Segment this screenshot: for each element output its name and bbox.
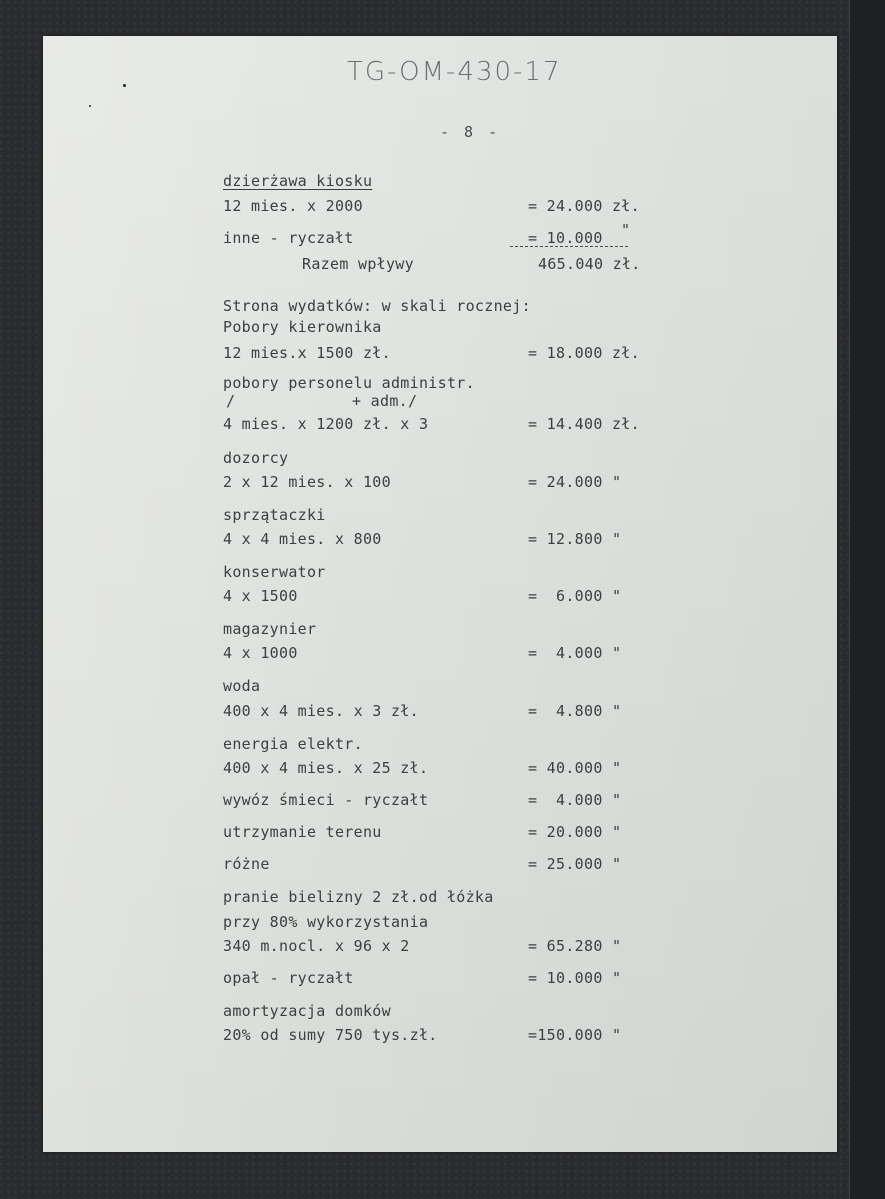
- line-heading: magazynier: [223, 620, 317, 638]
- line-value: = 4.000 ": [528, 791, 622, 809]
- line-label: 400 x 4 mies. x 3 zł.: [223, 702, 419, 720]
- section-heading: dzierżawa kiosku: [223, 172, 373, 190]
- line-note: /: [226, 392, 236, 410]
- line-label: 12 mies.x 1500 zł.: [223, 344, 391, 362]
- line-label: różne: [223, 855, 270, 873]
- line-label: 400 x 4 mies. x 25 zł.: [223, 759, 429, 777]
- line-heading: woda: [223, 677, 261, 695]
- line-heading: sprzątaczki: [223, 506, 326, 524]
- total-value: 465.040 zł.: [538, 255, 641, 273]
- line-value: = 4.800 ": [528, 702, 622, 720]
- section-heading: Strona wydatków: w skali rocznej:: [223, 297, 531, 315]
- line-label: 4 mies. x 1200 zł. x 3: [223, 415, 429, 433]
- line-label: 4 x 4 mies. x 800: [223, 530, 382, 548]
- line-value: = 10.000 ": [528, 969, 622, 987]
- line-label: 12 mies. x 2000: [223, 197, 363, 215]
- line-label: wywóz śmieci - ryczałt: [223, 791, 429, 809]
- line-value: = 4.000 ": [528, 644, 622, 662]
- line-heading: konserwator: [223, 563, 326, 581]
- line-label: 20% od sumy 750 tys.zł.: [223, 1026, 438, 1044]
- line-heading: dozorcy: [223, 449, 289, 467]
- line-value: = 25.000 ": [528, 855, 622, 873]
- page-number: - 8 -: [440, 123, 501, 141]
- line-label: utrzymanie terenu: [223, 823, 382, 841]
- line-value: = 20.000 ": [528, 823, 622, 841]
- document-reference: TG-OM-430-17: [347, 57, 562, 87]
- background-edge: [849, 0, 885, 1199]
- line-label: 340 m.nocl. x 96 x 2: [223, 937, 410, 955]
- line-label: 4 x 1000: [223, 644, 298, 662]
- line-label: inne - ryczałt: [223, 229, 354, 247]
- line-value: = 10.000: [528, 229, 603, 247]
- ink-speck: [89, 105, 91, 107]
- line-label: 2 x 12 mies. x 100: [223, 473, 391, 491]
- ink-speck: [123, 84, 126, 87]
- line-value: = 6.000 ": [528, 587, 622, 605]
- line-heading: pranie bielizny 2 zł.od łóżka: [223, 888, 494, 906]
- line-label: opał - ryczałt: [223, 969, 354, 987]
- line-heading: Pobory kierownika: [223, 318, 382, 336]
- line-value: = 18.000 zł.: [528, 344, 640, 362]
- line-heading: przy 80% wykorzystania: [223, 913, 429, 931]
- line-value: = 40.000 ": [528, 759, 622, 777]
- line-value: = 24.000 zł.: [528, 197, 640, 215]
- line-value: = 65.280 ": [528, 937, 622, 955]
- line-value: = 24.000 ": [528, 473, 622, 491]
- line-value: =150.000 ": [528, 1026, 622, 1044]
- document-page: [43, 36, 837, 1152]
- line-heading: energia elektr.: [223, 735, 363, 753]
- line-value: = 14.400 zł.: [528, 415, 640, 433]
- total-label: Razem wpływy: [302, 255, 414, 273]
- line-value: = 12.800 ": [528, 530, 622, 548]
- line-heading: amortyzacja domków: [223, 1002, 391, 1020]
- sum-underline: [510, 246, 628, 247]
- line-note: + adm./: [352, 392, 418, 410]
- line-label: 4 x 1500: [223, 587, 298, 605]
- line-heading: pobory personelu administr.: [223, 374, 475, 392]
- ditto-mark: ": [621, 221, 631, 239]
